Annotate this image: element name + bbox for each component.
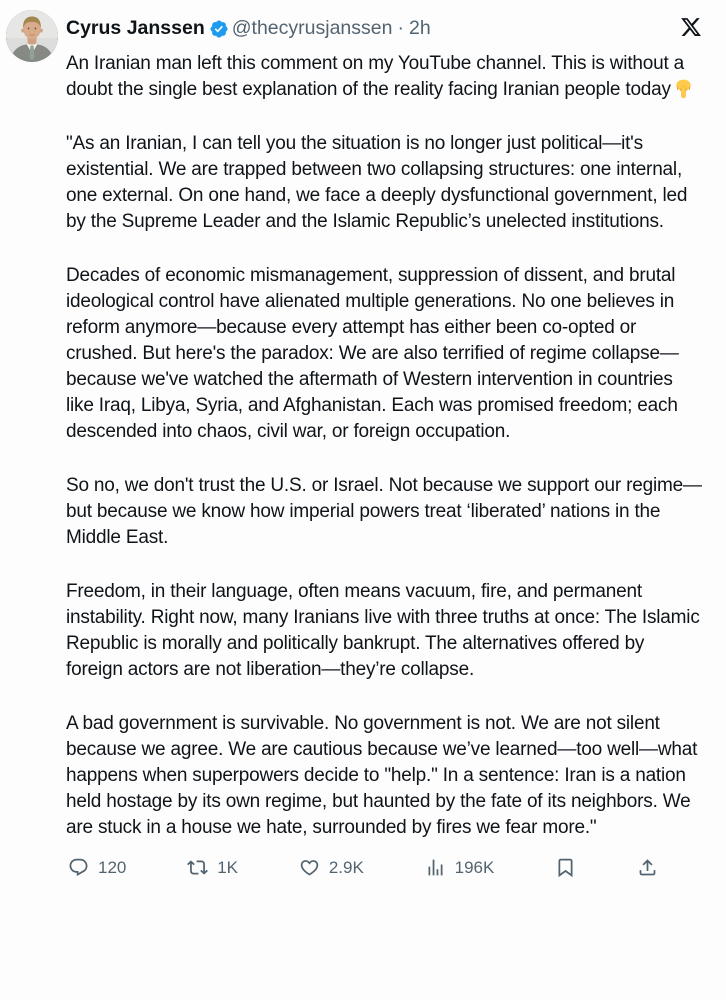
repost-button[interactable] bbox=[187, 857, 238, 878]
tweet-header bbox=[66, 15, 702, 42]
like-button[interactable] bbox=[299, 857, 364, 878]
paragraph-text: Freedom, in their language, often means vacuum, fire, and permanent instability. Right now, many Iranians live with three truths at once: The Islamic Republic is morally and politically bankrupt. The alternatives offered by foreign actors are not liberation—they’re collapse. bbox=[66, 581, 700, 680]
avatar-portrait-image bbox=[6, 10, 58, 62]
tweet-paragraph bbox=[66, 51, 702, 103]
reply-count: 120 bbox=[98, 857, 127, 877]
action-bar bbox=[68, 857, 658, 878]
bookmark-icon bbox=[555, 857, 576, 878]
tweet-paragraph bbox=[66, 579, 702, 683]
like-icon bbox=[299, 857, 320, 878]
paragraph-text: Decades of economic mismanagement, suppression of dissent, and brutal ideological control have alienated multiple generations. No one believes in reform anymore—because every attempt has either been co-opted or crushed. But here's the paradox: We are also terrified of regime collapse—because we've watched the aftermath of Western intervention in countries like Iraq, Libya, Syria, and Afghanistan. Each was promised freedom; each descended into chaos, civil war, or foreign occupation. bbox=[66, 265, 679, 442]
paragraph-text: A bad government is survivable. No government is not. We are not silent because we agree. We are cautious because we’ve learned—too well—what happens when superpowers decide to "help." In a sentence: Iran is a nation held hostage by its own regime, but haunted by the fate of its neighbors. We are stuck in a house we hate, surrounded by fires we fear more." bbox=[66, 713, 698, 838]
views-button[interactable] bbox=[425, 857, 495, 878]
verified-badge-icon bbox=[209, 19, 229, 39]
paragraph-text: An Iranian man left this comment on my YouTube channel. This is without a doubt the single best explanation of the reality facing Iranian people today bbox=[66, 53, 685, 100]
user-handle[interactable]: @thecyrusjanssen bbox=[231, 17, 393, 39]
tweet-text bbox=[66, 51, 702, 841]
bookmark-button[interactable] bbox=[555, 857, 576, 878]
repost-count: 1K bbox=[217, 857, 238, 877]
tweet-paragraph bbox=[66, 473, 702, 551]
separator-dot: · bbox=[397, 17, 404, 39]
x-logo-icon[interactable] bbox=[680, 16, 702, 38]
like-count: 2.9K bbox=[328, 857, 364, 877]
tweet-paragraph bbox=[66, 131, 702, 235]
paragraph-text: "As an Iranian, I can tell you the situation is no longer just political—it's existential. We are trapped between two collapsing structures: one internal, one external. On one hand, we face a deeply dysfunctional government, led by the Supreme Leader and the Islamic Republic’s unelected institutions. bbox=[66, 133, 688, 232]
repost-icon bbox=[187, 857, 208, 878]
avatar[interactable] bbox=[6, 10, 58, 62]
views-icon bbox=[425, 857, 446, 878]
paragraph-text: So no, we don't trust the U.S. or Israel. Not because we support our regime—but because we know how imperial powers treat ‘liberated’ nations in the Middle East. bbox=[66, 475, 702, 548]
reply-icon bbox=[68, 857, 89, 878]
views-count: 196K bbox=[454, 857, 495, 877]
reply-button[interactable] bbox=[68, 857, 126, 878]
tweet-paragraph bbox=[66, 263, 702, 445]
share-button[interactable] bbox=[637, 857, 658, 878]
display-name[interactable]: Cyrus Janssen bbox=[66, 17, 205, 39]
tweet-paragraph bbox=[66, 711, 702, 841]
point-down-emoji-icon bbox=[673, 78, 694, 99]
share-icon bbox=[637, 857, 658, 878]
timestamp[interactable]: 2h bbox=[408, 17, 431, 39]
